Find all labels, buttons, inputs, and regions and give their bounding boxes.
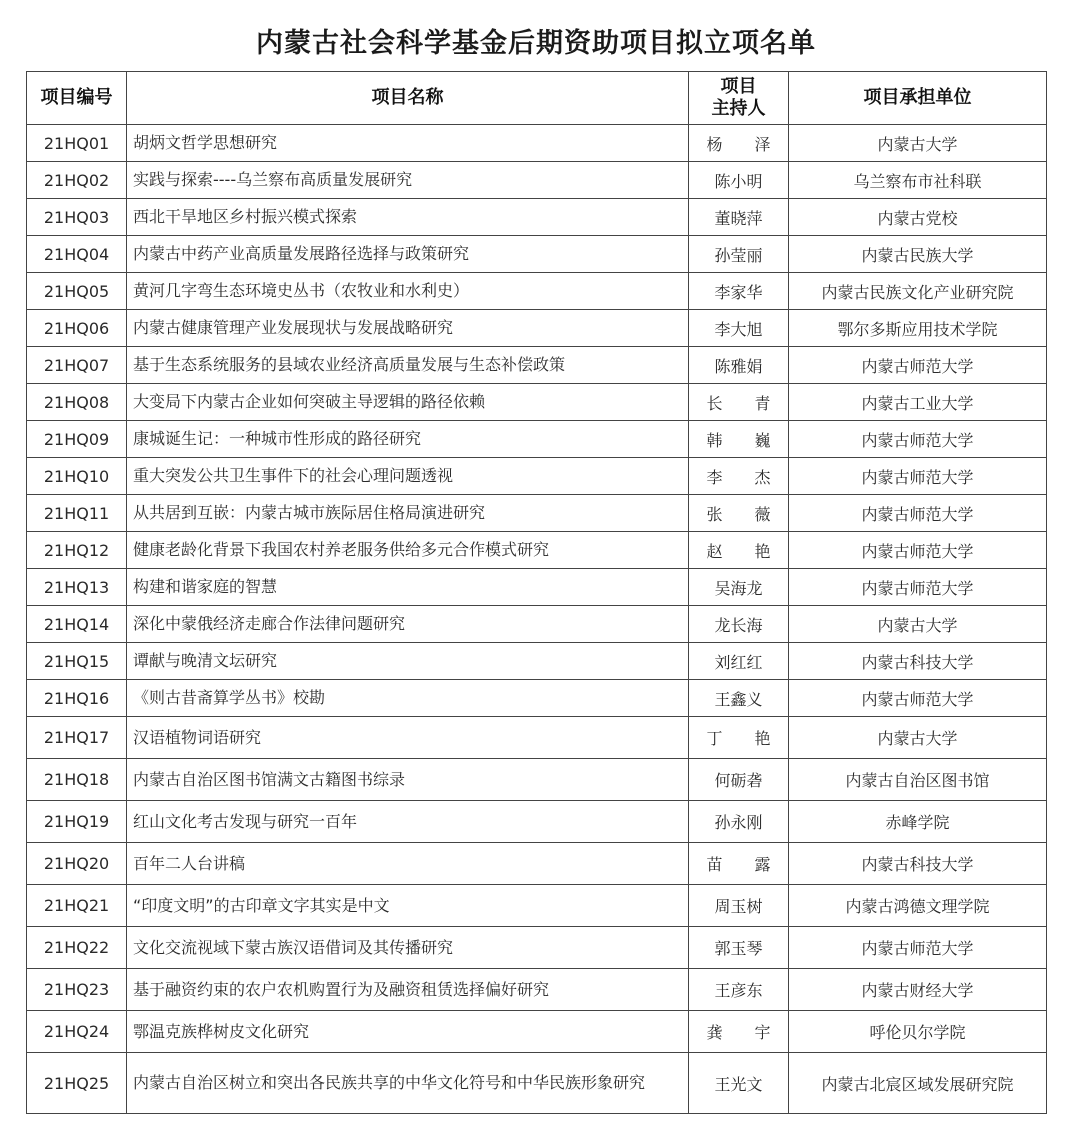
cell-name: 百年二人台讲稿 bbox=[127, 843, 689, 885]
page-title: 内蒙古社会科学基金后期资助项目拟立项名单 bbox=[256, 28, 816, 59]
cell-name: 健康老龄化背景下我国农村养老服务供给多元合作模式研究 bbox=[127, 532, 689, 569]
cell-code: 21HQ06 bbox=[27, 310, 127, 347]
cell-host: 杨 泽 bbox=[689, 125, 789, 162]
cell-host: 李 杰 bbox=[689, 458, 789, 495]
cell-code: 21HQ12 bbox=[27, 532, 127, 569]
cell-code: 21HQ15 bbox=[27, 643, 127, 680]
cell-name: 内蒙古自治区树立和突出各民族共享的中华文化符号和中华民族形象研究 bbox=[127, 1053, 689, 1114]
cell-code: 21HQ23 bbox=[27, 969, 127, 1011]
cell-host: 丁 艳 bbox=[689, 717, 789, 759]
cell-name: 实践与探索----乌兰察布高质量发展研究 bbox=[127, 162, 689, 199]
cell-unit: 内蒙古民族文化产业研究院 bbox=[789, 273, 1047, 310]
cell-host: 张 薇 bbox=[689, 495, 789, 532]
cell-name: 构建和谐家庭的智慧 bbox=[127, 569, 689, 606]
table-row bbox=[27, 606, 1047, 643]
cell-name: 鄂温克族桦树皮文化研究 bbox=[127, 1011, 689, 1053]
cell-unit: 内蒙古工业大学 bbox=[789, 384, 1047, 421]
cell-unit: 内蒙古师范大学 bbox=[789, 495, 1047, 532]
cell-unit: 内蒙古大学 bbox=[789, 717, 1047, 759]
cell-code: 21HQ01 bbox=[27, 125, 127, 162]
table-row bbox=[27, 801, 1047, 843]
cell-host: 陈小明 bbox=[689, 162, 789, 199]
table-row bbox=[27, 273, 1047, 310]
cell-unit: 内蒙古大学 bbox=[789, 125, 1047, 162]
table-row bbox=[27, 162, 1047, 199]
header-host bbox=[689, 72, 789, 125]
cell-host: 龙长海 bbox=[689, 606, 789, 643]
table-row bbox=[27, 532, 1047, 569]
cell-unit: 呼伦贝尔学院 bbox=[789, 1011, 1047, 1053]
header-host-line1: 项目 bbox=[720, 76, 757, 97]
header-unit: 项目承担单位 bbox=[789, 72, 1047, 125]
cell-name: 谭献与晚清文坛研究 bbox=[127, 643, 689, 680]
cell-code: 21HQ05 bbox=[27, 273, 127, 310]
cell-unit: 乌兰察布市社科联 bbox=[789, 162, 1047, 199]
table-row bbox=[27, 495, 1047, 532]
cell-unit: 鄂尔多斯应用技术学院 bbox=[789, 310, 1047, 347]
table-row bbox=[27, 199, 1047, 236]
cell-code: 21HQ04 bbox=[27, 236, 127, 273]
cell-host: 孙永刚 bbox=[689, 801, 789, 843]
cell-name: 《则古昔斋算学丛书》校勘 bbox=[127, 680, 689, 717]
cell-code: 21HQ02 bbox=[27, 162, 127, 199]
cell-host: 长 青 bbox=[689, 384, 789, 421]
cell-code: 21HQ10 bbox=[27, 458, 127, 495]
cell-code: 21HQ25 bbox=[27, 1053, 127, 1114]
cell-unit: 内蒙古师范大学 bbox=[789, 347, 1047, 384]
cell-name: “印度文明”的古印章文字其实是中文 bbox=[127, 885, 689, 927]
cell-host: 吴海龙 bbox=[689, 569, 789, 606]
cell-code: 21HQ20 bbox=[27, 843, 127, 885]
cell-code: 21HQ13 bbox=[27, 569, 127, 606]
table-row bbox=[27, 1053, 1047, 1114]
cell-host: 赵 艳 bbox=[689, 532, 789, 569]
cell-unit: 内蒙古财经大学 bbox=[789, 969, 1047, 1011]
cell-name: 内蒙古中药产业高质量发展路径选择与政策研究 bbox=[127, 236, 689, 273]
cell-name: 文化交流视域下蒙古族汉语借词及其传播研究 bbox=[127, 927, 689, 969]
cell-unit: 内蒙古科技大学 bbox=[789, 843, 1047, 885]
table-row bbox=[27, 236, 1047, 273]
cell-name: 重大突发公共卫生事件下的社会心理问题透视 bbox=[127, 458, 689, 495]
cell-name: 西北干旱地区乡村振兴模式探索 bbox=[127, 199, 689, 236]
project-table bbox=[26, 71, 1047, 1114]
cell-unit: 内蒙古鸿德文理学院 bbox=[789, 885, 1047, 927]
cell-name: 从共居到互嵌：内蒙古城市族际居住格局演进研究 bbox=[127, 495, 689, 532]
cell-code: 21HQ09 bbox=[27, 421, 127, 458]
cell-host: 周玉树 bbox=[689, 885, 789, 927]
cell-unit: 赤峰学院 bbox=[789, 801, 1047, 843]
cell-host: 刘红红 bbox=[689, 643, 789, 680]
cell-code: 21HQ07 bbox=[27, 347, 127, 384]
cell-name: 深化中蒙俄经济走廊合作法律问题研究 bbox=[127, 606, 689, 643]
cell-name: 胡炳文哲学思想研究 bbox=[127, 125, 689, 162]
cell-unit: 内蒙古师范大学 bbox=[789, 569, 1047, 606]
cell-unit: 内蒙古师范大学 bbox=[789, 421, 1047, 458]
cell-name: 大变局下内蒙古企业如何突破主导逻辑的路径依赖 bbox=[127, 384, 689, 421]
table-row bbox=[27, 759, 1047, 801]
cell-code: 21HQ16 bbox=[27, 680, 127, 717]
table-row bbox=[27, 421, 1047, 458]
cell-code: 21HQ21 bbox=[27, 885, 127, 927]
cell-unit: 内蒙古大学 bbox=[789, 606, 1047, 643]
cell-name: 内蒙古自治区图书馆满文古籍图书综录 bbox=[127, 759, 689, 801]
cell-unit: 内蒙古师范大学 bbox=[789, 458, 1047, 495]
table-header-row bbox=[27, 72, 1047, 125]
header-name: 项目名称 bbox=[127, 72, 689, 125]
table-row bbox=[27, 384, 1047, 421]
table-row bbox=[27, 347, 1047, 384]
cell-code: 21HQ19 bbox=[27, 801, 127, 843]
cell-host: 王光文 bbox=[689, 1053, 789, 1114]
table-row bbox=[27, 643, 1047, 680]
header-code: 项目编号 bbox=[27, 72, 127, 125]
cell-host: 孙莹丽 bbox=[689, 236, 789, 273]
cell-name: 基于融资约束的农户农机购置行为及融资租赁选择偏好研究 bbox=[127, 969, 689, 1011]
cell-unit: 内蒙古师范大学 bbox=[789, 532, 1047, 569]
cell-unit: 内蒙古自治区图书馆 bbox=[789, 759, 1047, 801]
cell-host: 陈雅娟 bbox=[689, 347, 789, 384]
cell-host: 何砺砻 bbox=[689, 759, 789, 801]
cell-code: 21HQ11 bbox=[27, 495, 127, 532]
header-host-line2: 主持人 bbox=[711, 98, 766, 119]
cell-unit: 内蒙古民族大学 bbox=[789, 236, 1047, 273]
cell-unit: 内蒙古科技大学 bbox=[789, 643, 1047, 680]
table-row bbox=[27, 969, 1047, 1011]
table-row bbox=[27, 310, 1047, 347]
cell-code: 21HQ22 bbox=[27, 927, 127, 969]
cell-unit: 内蒙古师范大学 bbox=[789, 927, 1047, 969]
cell-host: 李家华 bbox=[689, 273, 789, 310]
table-row bbox=[27, 885, 1047, 927]
cell-host: 龚 宇 bbox=[689, 1011, 789, 1053]
cell-name: 内蒙古健康管理产业发展现状与发展战略研究 bbox=[127, 310, 689, 347]
cell-unit: 内蒙古北宸区域发展研究院 bbox=[789, 1053, 1047, 1114]
cell-code: 21HQ18 bbox=[27, 759, 127, 801]
table-row bbox=[27, 569, 1047, 606]
cell-name: 康城诞生记：一种城市性形成的路径研究 bbox=[127, 421, 689, 458]
cell-host: 韩 巍 bbox=[689, 421, 789, 458]
table-row bbox=[27, 458, 1047, 495]
cell-code: 21HQ17 bbox=[27, 717, 127, 759]
table-row bbox=[27, 125, 1047, 162]
cell-host: 李大旭 bbox=[689, 310, 789, 347]
cell-code: 21HQ08 bbox=[27, 384, 127, 421]
table-row bbox=[27, 843, 1047, 885]
cell-code: 21HQ24 bbox=[27, 1011, 127, 1053]
cell-host: 郭玉琴 bbox=[689, 927, 789, 969]
cell-name: 黄河几字弯生态环境史丛书（农牧业和水利史） bbox=[127, 273, 689, 310]
table-row bbox=[27, 717, 1047, 759]
cell-host: 董晓萍 bbox=[689, 199, 789, 236]
cell-name: 汉语植物词语研究 bbox=[127, 717, 689, 759]
cell-unit: 内蒙古师范大学 bbox=[789, 680, 1047, 717]
cell-name: 基于生态系统服务的县域农业经济高质量发展与生态补偿政策 bbox=[127, 347, 689, 384]
cell-host: 王彦东 bbox=[689, 969, 789, 1011]
table-row bbox=[27, 680, 1047, 717]
table-row bbox=[27, 927, 1047, 969]
cell-code: 21HQ03 bbox=[27, 199, 127, 236]
cell-unit: 内蒙古党校 bbox=[789, 199, 1047, 236]
table-row bbox=[27, 1011, 1047, 1053]
cell-host: 王鑫义 bbox=[689, 680, 789, 717]
cell-code: 21HQ14 bbox=[27, 606, 127, 643]
cell-host: 苗 露 bbox=[689, 843, 789, 885]
cell-name: 红山文化考古发现与研究一百年 bbox=[127, 801, 689, 843]
